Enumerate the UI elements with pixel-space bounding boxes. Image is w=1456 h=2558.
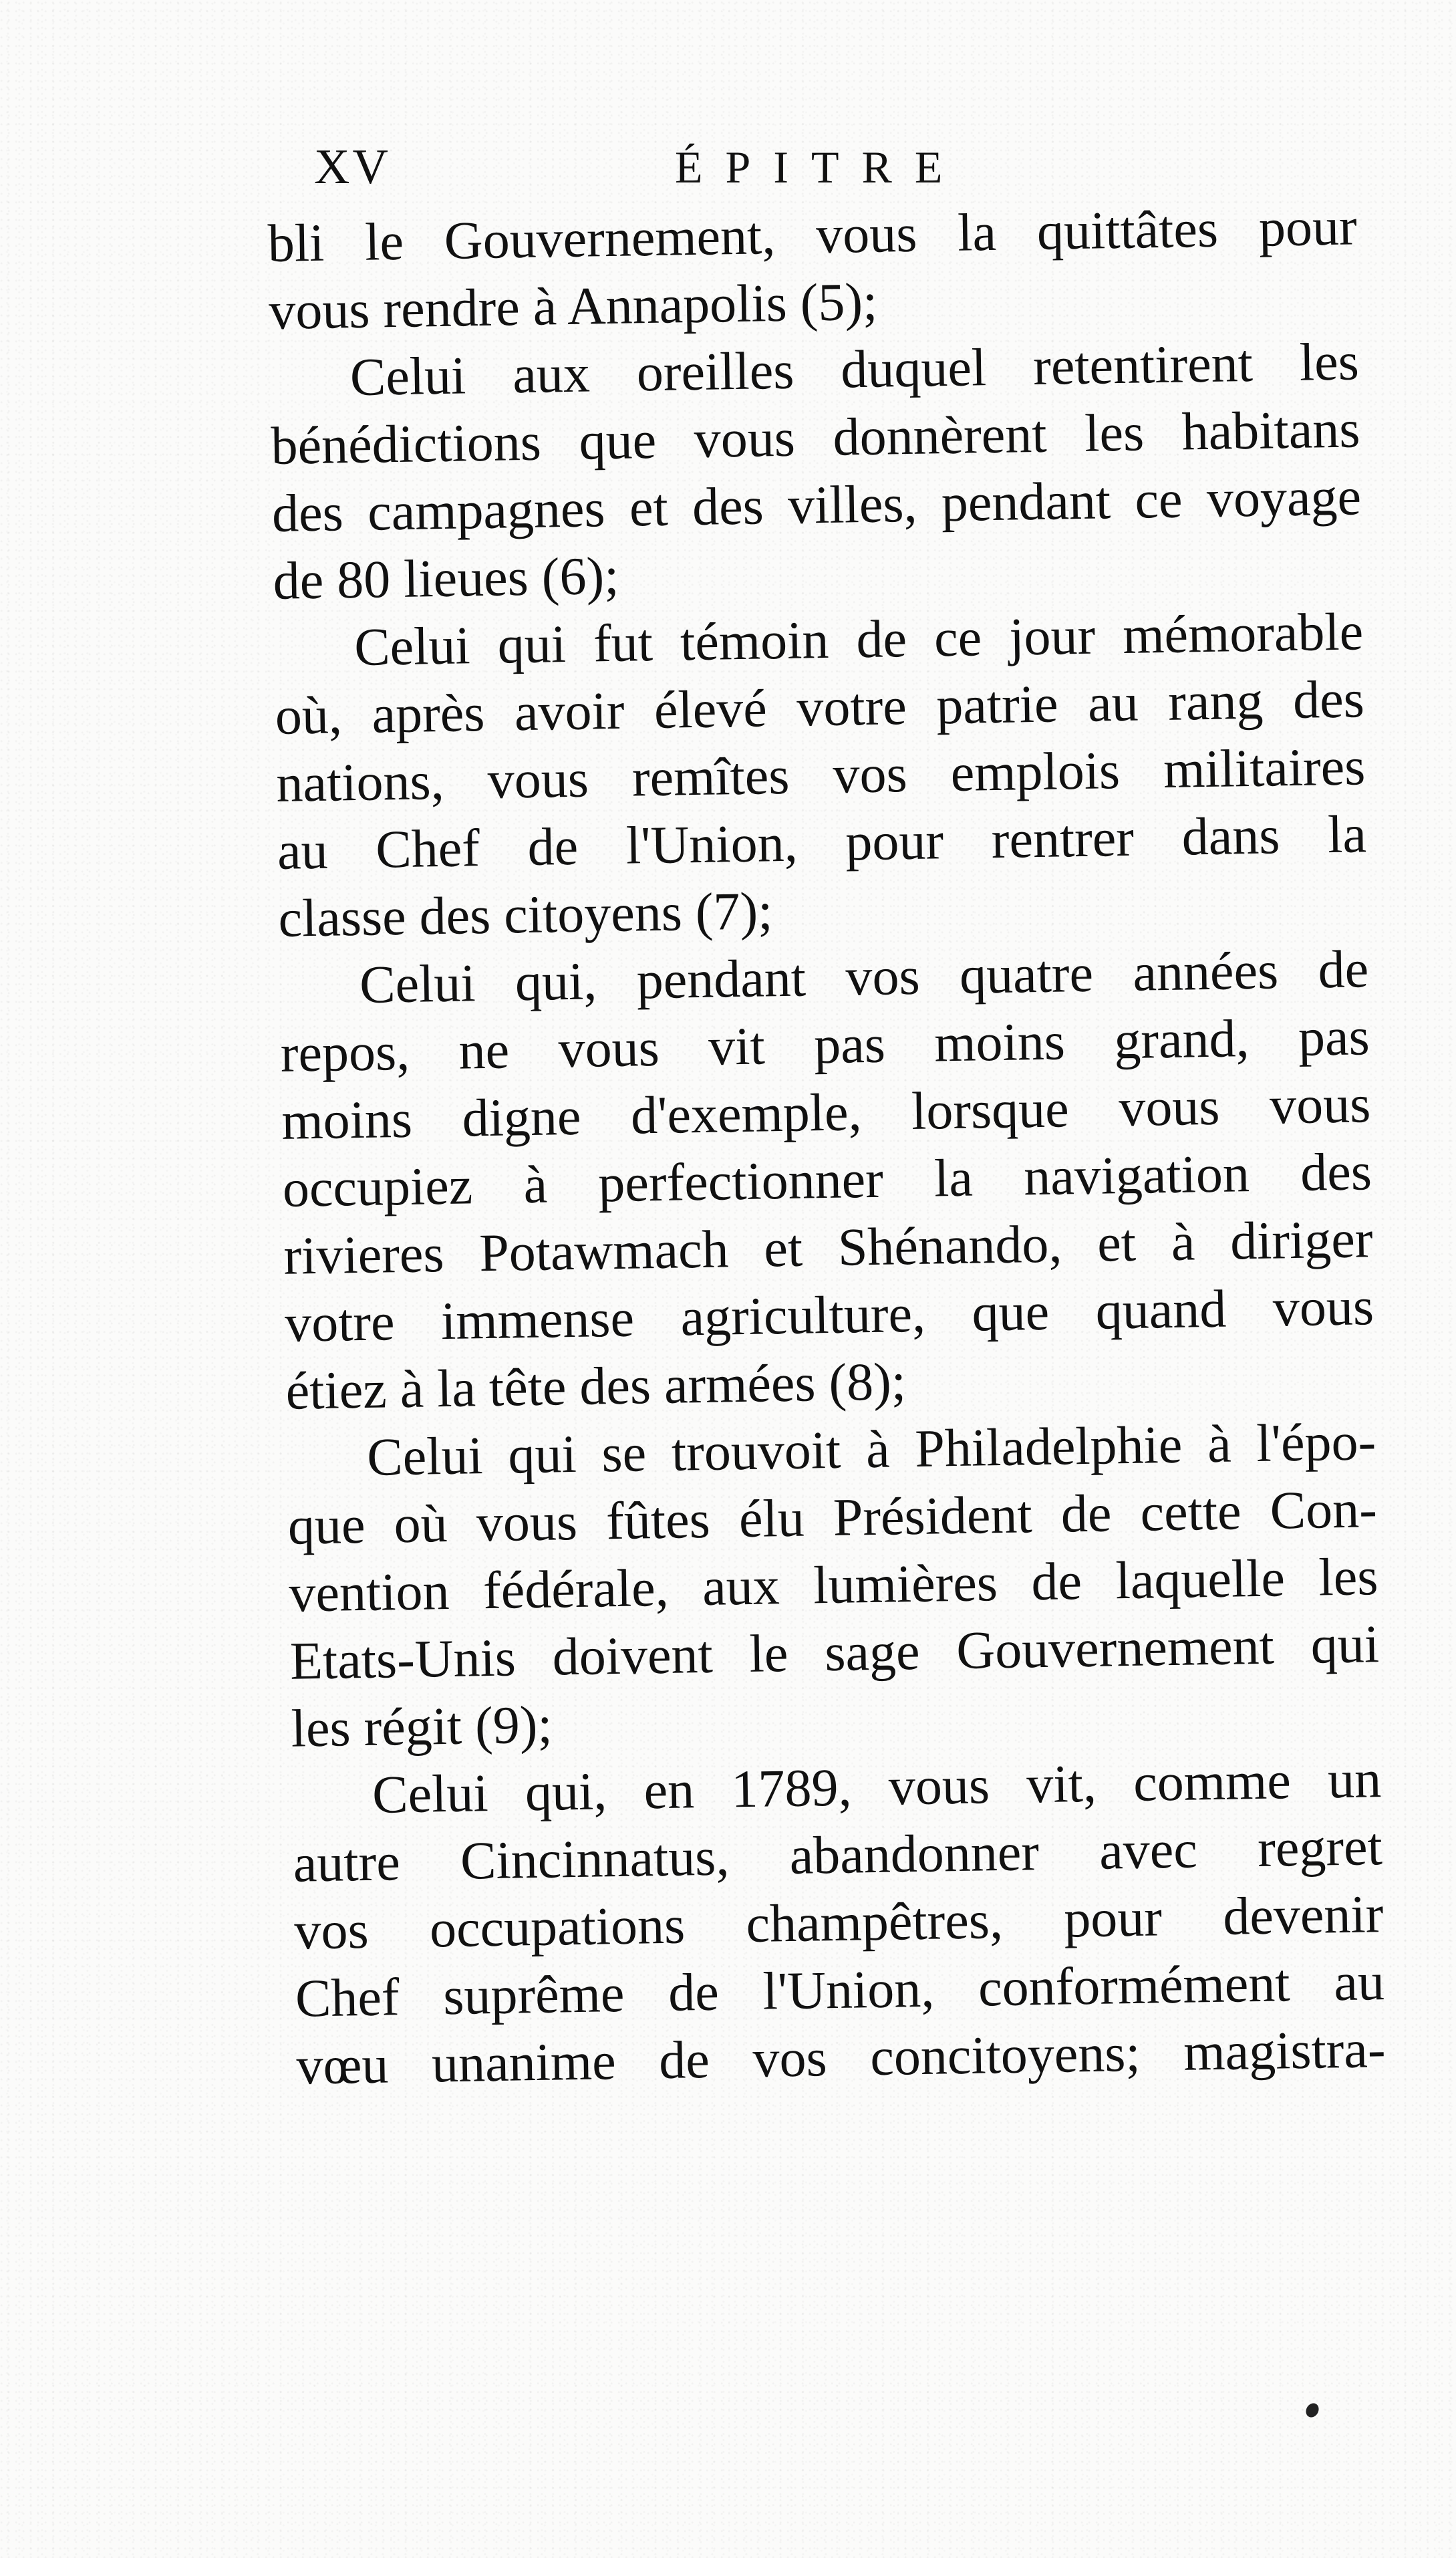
body-text: [267, 193, 1386, 2100]
text-line: moins digne d'exemple, lorsque vous vous: [281, 1075, 1371, 1151]
text-line: où, après avoir élevé votre patrie au rang des: [275, 670, 1365, 746]
text-line: Chef suprême de l'Union, conformément au: [295, 1952, 1385, 2029]
text-line: des campagnes et des villes, pendant ce voyage: [271, 467, 1362, 543]
running-head: [314, 134, 1356, 201]
text-line: vos occupations champêtres, pour devenir: [293, 1885, 1384, 1961]
text-line: Etats-Unis doivent le sage Gouvernement qui: [289, 1615, 1380, 1691]
text-line: vous rendre à Annapolis (5);: [268, 272, 878, 341]
text-line: repos, ne vous vit pas moins grand, pas: [280, 1007, 1370, 1083]
text-line: votre immense agriculture, que quand vous: [284, 1277, 1374, 1354]
text-line: Celui qui, en 1789, vous vit, comme un: [372, 1750, 1382, 1825]
text-line: bénédictions que vous donnèrent les habitans: [270, 400, 1361, 476]
text-line: au Chef de l'Union, pour rentrer dans la: [277, 805, 1367, 881]
text-line: Celui aux oreilles duquel retentirent les: [349, 332, 1360, 408]
running-title: ÉPITRE: [675, 142, 966, 193]
text-line: que où vous fûtes élu Président de cette Con-: [287, 1480, 1378, 1556]
text-line: rivieres Potawmach et Shénando, et à diriger: [283, 1210, 1374, 1286]
text-line: vœu unanime de vos concitoyens; magistra-: [295, 2020, 1387, 2096]
text-line: autre Cincinnatus, abandonner avec regret: [293, 1817, 1383, 1894]
text-line: bli le Gouvernement, vous la quittâtes pour: [267, 197, 1358, 273]
text-line: Celui qui, pendant vos quatre années de: [359, 940, 1369, 1015]
text-line: classe des citoyens (7);: [277, 882, 774, 948]
text-line: occupiez à perfectionner la navigation des: [282, 1142, 1372, 1219]
text-line: nations, vous remîtes vos emplois militaires: [275, 737, 1366, 813]
text-line: Celui qui se trouvoit à Philadelphie à l'épo-: [366, 1412, 1376, 1487]
text-line: les régit (9);: [290, 1695, 553, 1759]
text-line: étiez à la tête des armées (8);: [285, 1352, 907, 1421]
ink-speck: [1304, 2401, 1322, 2420]
text-line: Celui qui fut témoin de ce jour mémorable: [353, 602, 1364, 678]
page-number: XV: [314, 140, 391, 195]
text-line: vention fédérale, aux lumières de laquelle les: [288, 1547, 1379, 1624]
text-line: de 80 lieues (6);: [273, 546, 619, 611]
